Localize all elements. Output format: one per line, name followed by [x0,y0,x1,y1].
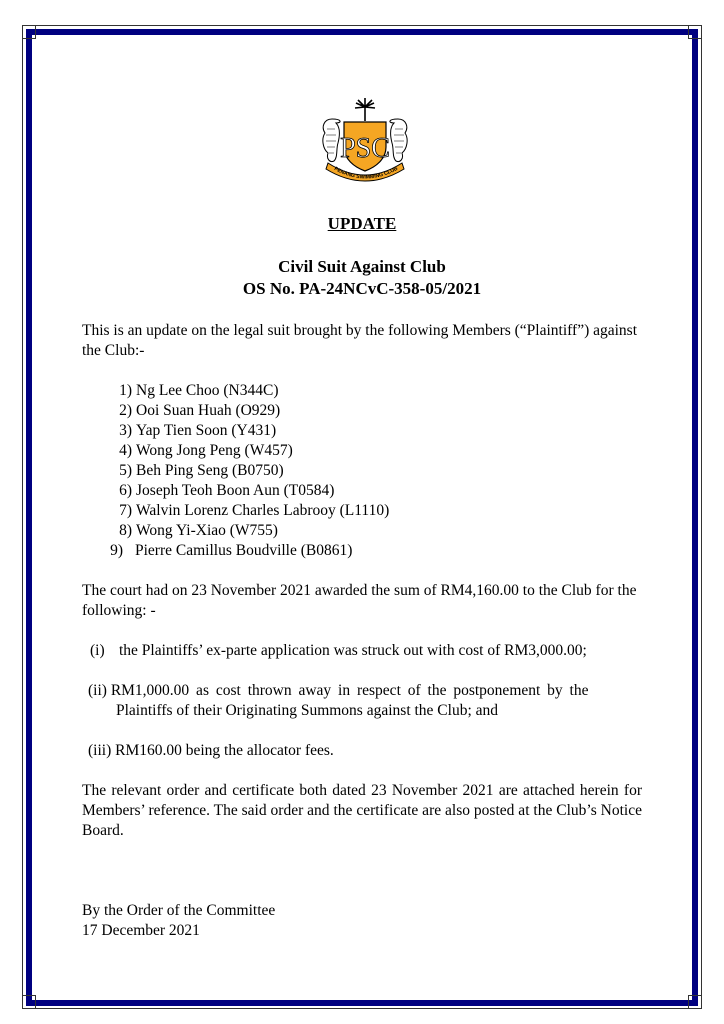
item-text: the Plaintiffs’ ex-parte application was struck out with cost of RM3,000.00; [119,642,587,659]
plaintiff-name: Ooi Suan Huah (O929) [136,402,281,419]
list-item [112,481,389,501]
list-item [112,521,389,541]
plaintiff-name: Pierre Camillus Boudville (B0861) [135,542,353,559]
item-text: RM1,000.00 as cost thrown away in respect of the postponement by the [110,682,589,699]
list-item [112,461,389,481]
document-heading: UPDATE [327,214,397,233]
plaintiff-name: Walvin Lorenz Charles Labrooy (L1110) [136,502,390,519]
list-number: 9) [110,542,123,559]
order-note-paragraph: The relevant order and certificate both dated 23 November 2021 are attached herein for Members’ reference. The said order and the certificate are also posted at the Club’s Notice Board. [82,782,642,839]
item-marker: (ii) [88,682,107,699]
document-date: 17 December 2021 [82,922,200,939]
item-marker: (i) [90,642,105,659]
signoff-text: By the Order of the Committee [82,902,276,919]
list-number: 8) [119,522,132,539]
club-crest-icon [318,97,412,183]
court-award-paragraph: The court had on 23 November 2021 awarded the sum of RM4,160.00 to the Club for the following: - [82,582,637,619]
item-marker: (iii) [88,742,112,759]
award-item-iii [88,741,642,761]
list-item [112,421,389,441]
award-item-ii [88,681,642,721]
svg-text:PENANG SWIMMING CLUB: PENANG SWIMMING CLUB [333,165,399,181]
list-number: 4) [119,442,132,459]
list-number: 1) [119,382,132,399]
list-number: 2) [119,402,132,419]
item-text: RM160.00 being the allocator fees. [115,742,334,759]
plaintiff-name: Yap Tien Soon (Y431) [136,422,277,439]
item-text-continued: Plaintiffs of their Originating Summons against the Club; and [116,702,499,719]
plaintiff-name: Joseph Teoh Boon Aun (T0584) [136,482,335,499]
border-corner-bottom-left [22,995,36,1009]
case-number: OS No. PA-24NCvC-358-05/2021 [242,279,482,298]
award-item-i [90,641,644,661]
list-number: 7) [119,502,132,519]
list-item [112,541,389,561]
plaintiff-name: Beh Ping Seng (B0750) [136,462,284,479]
border-corner-top-right [688,25,702,39]
intro-paragraph: This is an update on the legal suit brought by the following Members (“Plaintiff”) against the Club:- [82,322,638,359]
svg-text:PSC: PSC [340,133,390,164]
border-corner-top-left [22,25,36,39]
plaintiff-name: Ng Lee Choo (N344C) [136,382,279,399]
signoff-block [82,901,642,941]
border-corner-bottom-right [688,995,702,1009]
plaintiff-name: Wong Yi-Xiao (W755) [136,522,278,539]
club-logo [318,97,412,183]
list-item [112,401,389,421]
plaintiff-name: Wong Jong Peng (W457) [136,442,293,459]
list-number: 6) [119,482,132,499]
list-item [112,501,389,521]
plaintiff-list [112,381,389,561]
list-number: 3) [119,422,132,439]
list-number: 5) [119,462,132,479]
list-item [112,381,389,401]
document-title: Civil Suit Against Club [278,257,446,276]
list-item [112,441,389,461]
